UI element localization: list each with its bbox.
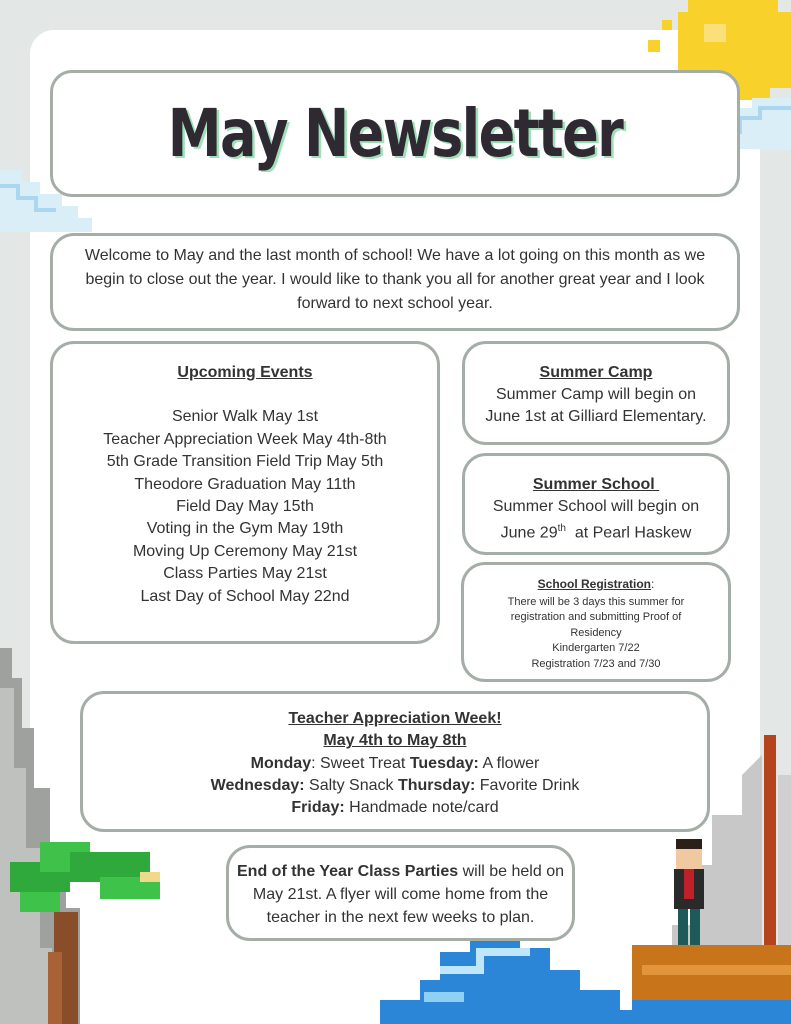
event-item: Field Day May 15th [176,498,314,516]
summer-school-heading: Summer School [532,476,660,493]
registration-line: registration and submitting Proof of [510,611,682,623]
events-heading: Upcoming Events [177,364,313,381]
teacher-week-line-3 [83,797,707,819]
registration-colon: : [651,577,655,591]
class-parties-box [226,845,575,941]
thursday-text: Favorite Drink [475,776,580,794]
registration-box [461,562,731,682]
wednesday-text: Salty Snack [304,776,398,794]
friday-text: Handmade note/card [344,799,499,817]
teacher-appreciation-box [80,691,710,832]
event-item: Senior Walk May 1st [171,408,319,426]
summer-school-location: at Pearl Haskew [565,524,692,542]
newsletter-title: May Newsletter [167,95,623,172]
event-item: Theodore Graduation May 11th [134,475,356,493]
summer-camp-line: Summer Camp will begin on [495,386,697,403]
registration-heading: School Registration [537,577,651,591]
title-box [50,70,740,197]
tuesday-text: A flower [478,754,540,772]
intro-text: Welcome to May and the last month of school! We have a lot going on this month as we begin to close out the year. I would like to thank you all for another great year and I look forward to next school year. [84,247,706,312]
monday-label: Monday [250,754,312,772]
class-parties-bold: End of the Year Class Parties [237,863,459,880]
summer-school-box [462,453,730,555]
summer-school-date-line [465,518,727,544]
event-item: Teacher Appreciation Week May 4th-8th [103,430,387,448]
summer-camp-heading: Summer Camp [539,364,653,381]
event-item: Voting in the Gym May 19th [146,520,344,538]
teacher-week-line-2 [83,775,707,797]
teacher-week-heading: Teacher Appreciation Week! [288,710,502,727]
event-item: Last Day of School May 22nd [140,587,350,605]
wednesday-label: Wednesday: [210,776,305,794]
registration-line: There will be 3 days this summer for [507,595,685,608]
event-item: Class Parties May 21st [163,565,327,583]
summer-school-line: Summer School will begin on [492,498,700,515]
intro-box [50,233,740,331]
friday-label: Friday: [291,799,345,817]
registration-heading-line [464,577,728,593]
summer-school-date-suffix: th [557,523,566,534]
registration-line: Registration 7/23 and 7/30 [531,657,661,670]
tuesday-label: Tuesday: [409,754,479,772]
teacher-week-line-1 [83,753,707,775]
teacher-week-dates: May 4th to May 8th [323,732,467,750]
class-parties-text: will be held on May 21st. A flyer will come home from the teacher in the next few weeks to plan. [252,863,564,926]
registration-line: Kindergarten 7/22 [552,642,640,654]
thursday-label: Thursday: [397,776,476,794]
event-item: Moving Up Ceremony May 21st [132,542,358,560]
upcoming-events-box [50,341,440,644]
event-item: 5th Grade Transition Field Trip May 5th [106,453,384,471]
summer-camp-line: June 1st at Gilliard Elementary. [485,408,707,425]
registration-line: Residency [570,626,622,639]
summer-school-date: June 29 [500,524,558,542]
summer-camp-box [462,341,730,445]
palm-tree-illustration [10,842,170,1024]
monday-text: : Sweet Treat [311,754,410,772]
